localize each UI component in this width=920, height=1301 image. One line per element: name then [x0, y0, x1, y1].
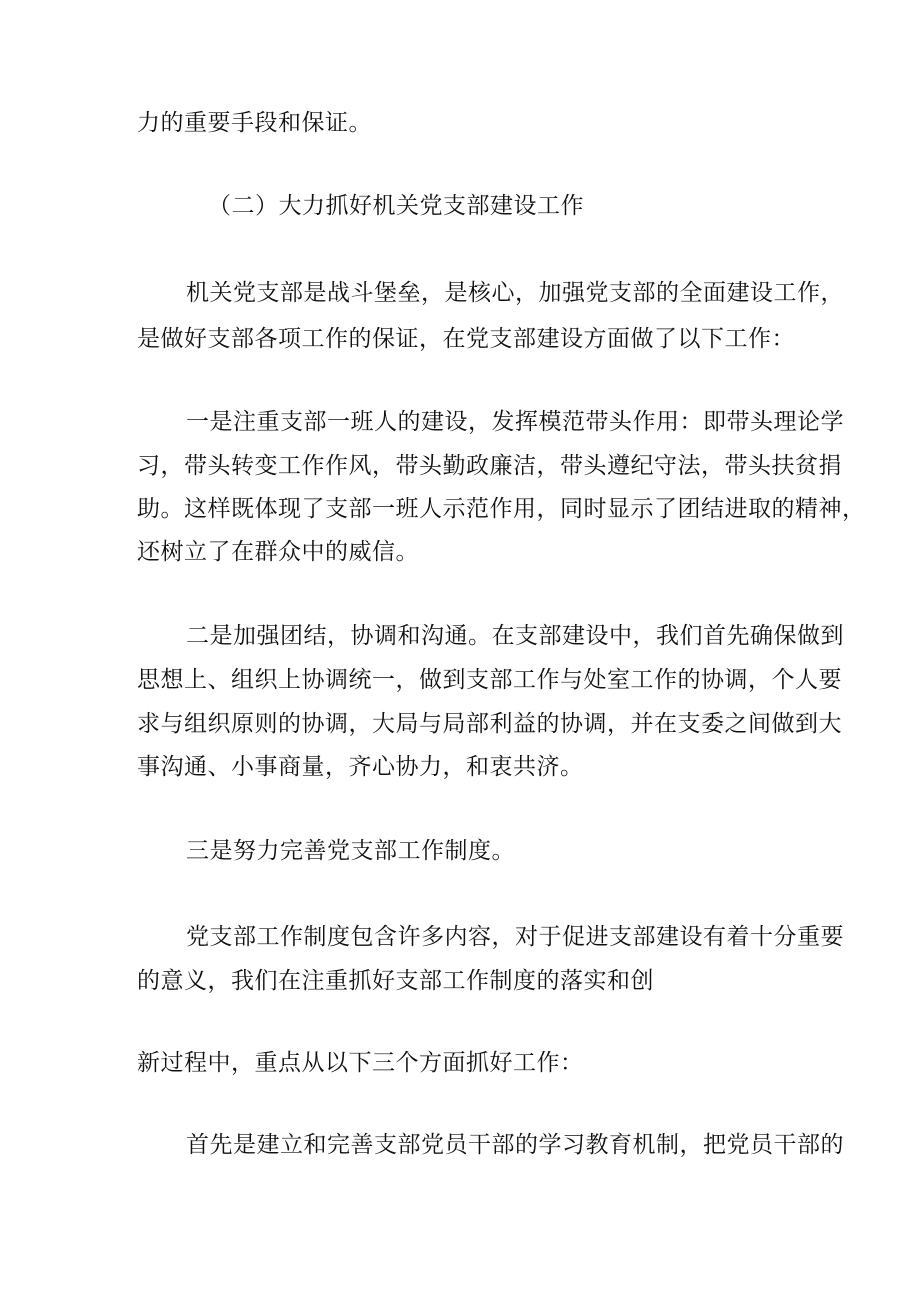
- text-line-17: 首先是建立和完善支部党员干部的学习教育机制，把党员干部的: [186, 1132, 844, 1158]
- text-line-11: 求与组织原则的协调，大局与局部利益的协调，并在支委之间做到大: [137, 711, 842, 737]
- text-line-5: 一是注重支部一班人的建设，发挥模范带头作用：即带头理论学: [186, 409, 844, 435]
- text-line-16: 新过程中，重点从以下三个方面抓好工作：: [137, 1050, 584, 1076]
- text-line-6: 习，带头转变工作作风，带头勤政廉洁，带头遵纪守法，带头扶贫捐: [137, 453, 842, 479]
- text-line-9: 二是加强团结，协调和沟通。在支部建设中，我们首先确保做到: [186, 623, 844, 649]
- text-line-3: 机关党支部是战斗堡垒，是核心，加强党支部的全面建设工作，: [186, 280, 844, 306]
- text-line-10: 思想上、组织上协调统一，做到支部工作与处室工作的协调，个人要: [137, 667, 842, 693]
- text-line-4: 是做好支部各项工作的保证，在党支部建设方面做了以下工作：: [137, 326, 795, 352]
- section-heading: （二）大力抓好机关党支部建设工作: [208, 193, 584, 219]
- text-line-15: 的意义，我们在注重抓好支部工作制度的落实和创: [137, 968, 654, 994]
- text-line-14: 党支部工作制度包含许多内容，对于促进支部建设有着十分重要: [186, 924, 844, 950]
- text-line-8: 还树立了在群众中的威信。: [137, 539, 419, 565]
- text-line-7: 助。这样既体现了支部一班人示范作用，同时显示了团结进取的精神，: [137, 496, 866, 522]
- text-line-1: 力的重要手段和保证。: [137, 110, 372, 136]
- text-line-12: 事沟通、小事商量，齐心协力，和衷共济。: [137, 754, 584, 780]
- text-line-13: 三是努力完善党支部工作制度。: [186, 838, 515, 864]
